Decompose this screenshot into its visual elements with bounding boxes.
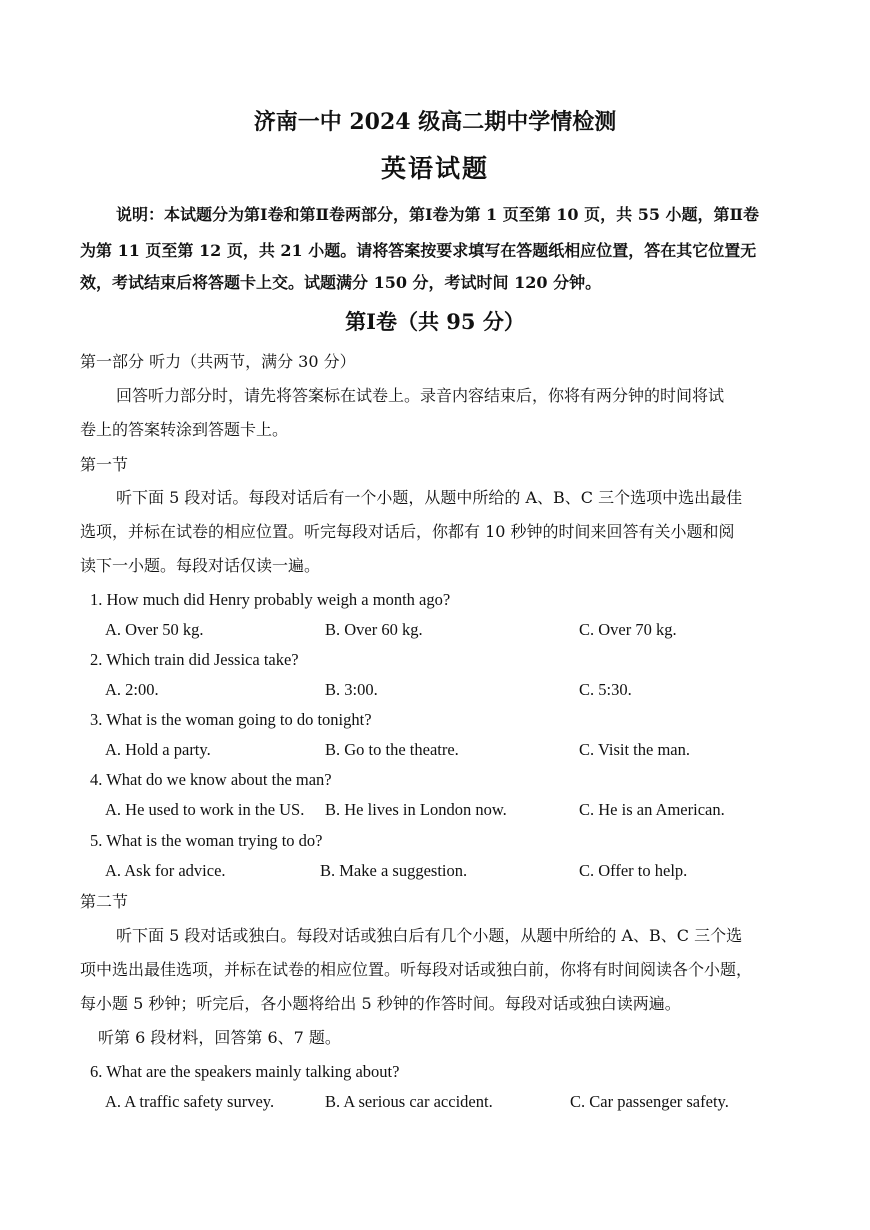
question-3-option-a: A. Hold a party. [105,740,211,759]
question-4-stem: 4. What do we know about the man? [90,770,332,789]
part1-intro-line-2: 卷上的答案转涂到答题卡上。 [80,420,289,439]
question-6-option-a: A. A traffic safety survey. [105,1092,275,1111]
question-1-option-b: B. Over 60 kg. [325,620,423,639]
section2-intro-line-1: 听下面 5 段对话或独白。每段对话或独白后有几个小题，从题中所给的 A、B、C 三个选 [116,926,743,945]
section2-intro-line-3: 每小题 5 秒钟；听完后，各小题将给出 5 秒钟的作答时间。每段对话或独白读两遍。 [80,994,681,1013]
question-6-option-c: C. Car passenger safety. [570,1092,729,1111]
section1-intro-line-1: 听下面 5 段对话。每段对话后有一个小题，从题中所给的 A、B、C 三个选项中选出最佳 [116,488,743,507]
part1-heading: 第一部分 听力（共两节，满分 30 分） [80,352,356,371]
section2-heading: 第二节 [80,892,129,911]
question-1-option-c: C. Over 70 kg. [579,620,677,639]
part1-intro-line-1: 回答听力部分时，请先将答案标在试卷上。录音内容结束后，你将有两分钟的时间将试 [116,386,725,405]
section1-intro-line-2: 选项，并标在试卷的相应位置。听完每段对话后，你都有 10 秒钟的时间来回答有关小题和阅 [80,522,735,541]
question-3-option-b: B. Go to the theatre. [325,740,459,759]
exam-title: 济南一中 2024 级高二期中学情检测 [253,109,617,135]
subject-title: 英语试题 [380,154,489,183]
instructions-line-2: 为第 11 页至第 12 页，共 21 小题。请将答案按要求填写在答题纸相应位置，答在其它位置无 [80,241,757,260]
question-2-option-a: A. 2:00. [105,680,159,699]
question-1-option-a: A. Over 50 kg. [105,620,204,639]
question-4-option-a: A. He used to work in the US. [105,800,305,819]
question-3-option-c: C. Visit the man. [579,740,690,759]
question-2-stem: 2. Which train did Jessica take? [90,650,299,669]
question-5-option-b: B. Make a suggestion. [320,861,468,880]
question-4-option-b: B. He lives in London now. [325,800,507,819]
question-4-option-c: C. He is an American. [579,800,725,819]
question-5-option-c: C. Offer to help. [579,861,688,880]
section2-intro-line-2: 项中选出最佳选项，并标在试卷的相应位置。听每段对话或独白前，你将有时间阅读各个小题， [80,960,753,979]
question-6-option-b: B. A serious car accident. [325,1092,493,1111]
volume-title: 第Ⅰ卷（共 95 分） [345,309,525,334]
section1-intro-line-3: 读下一小题。每段对话仅读一遍。 [80,556,321,575]
question-5-option-a: A. Ask for advice. [105,861,226,880]
material-6-instruction: 听第 6 段材料，回答第 6、7 题。 [98,1028,341,1047]
question-2-option-b: B. 3:00. [325,680,378,699]
section1-heading: 第一节 [80,455,129,474]
question-2-option-c: C. 5:30. [579,680,632,699]
question-3-stem: 3. What is the woman going to do tonight? [90,710,372,729]
instructions-line-1: 说明：本试题分为第Ⅰ卷和第Ⅱ卷两部分，第Ⅰ卷为第 1 页至第 10 页，共 55 小题，第Ⅱ卷 [116,205,760,224]
question-6-stem: 6. What are the speakers mainly talking about? [90,1062,400,1081]
instructions-line-3: 效，考试结束后将答题卡上交。试题满分 150 分，考试时间 120 分钟。 [80,273,602,292]
question-1-stem: 1. How much did Henry probably weigh a month ago? [90,590,451,609]
question-5-stem: 5. What is the woman trying to do? [90,831,323,850]
